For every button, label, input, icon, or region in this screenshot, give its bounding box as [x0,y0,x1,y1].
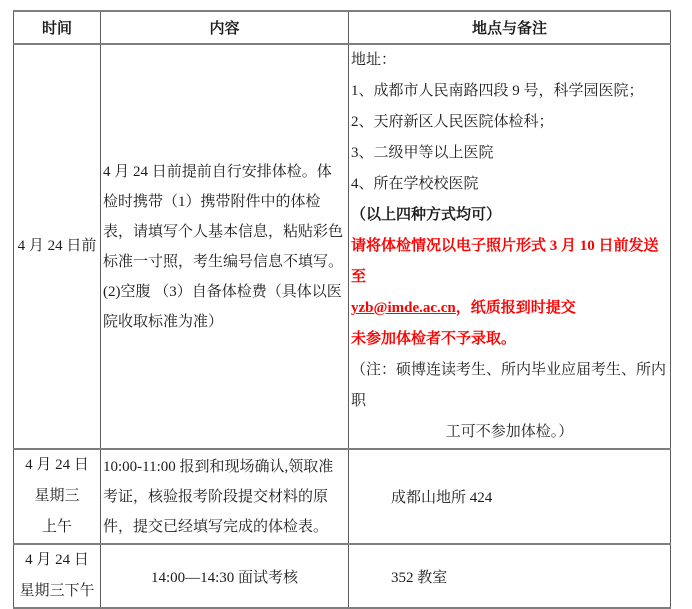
header-content: 内容 [101,11,349,44]
all-methods-ok-note: （以上四种方式均可） [351,207,502,223]
checkin-instructions: 10:00-11:00 报到和现场确认,领取准考证，核验报考阶段提交材料的原件，提交已经填写完成的体检表。 [103,458,334,535]
time-cell [14,449,101,544]
time-line-weekday: 星期三 [34,488,80,504]
time-cell [14,544,101,608]
content-cell [101,44,349,449]
time-line-weekday-period: 星期三下午 [19,583,95,599]
time-line-period: 上午 [41,519,72,535]
header-row [14,11,671,44]
time-cell: 4 月 24 日前 [14,44,101,449]
red-notice-send-photo: 请将体检情况以电子照片形式 3 月 10 日前发送至 [351,238,659,285]
after-email-text: ，纸质报到时提交 [455,300,576,316]
address-option-4: 4、所在学校校医院 [351,176,479,192]
location-cell: 352 教室 [349,544,671,608]
time-line-date: 4 月 24 日 [25,457,89,473]
schedule-table [13,10,671,609]
exemption-note-line-1: （注：硕博连读考生、所内毕业应届考生、所内职 [351,362,667,409]
table-row-april24-morning [14,449,671,544]
address-option-1: 1、成都市人民南路四段 9 号，科学园医院； [351,83,644,99]
table-row-before-april24 [14,44,671,449]
header-location: 地点与备注 [349,11,671,44]
address-option-3: 3、二级甲等以上医院 [351,145,494,161]
table-row-april24-afternoon [14,544,671,608]
location-cell [349,44,671,449]
email-link[interactable]: yzb@imde.ac.cn [351,300,456,316]
address-option-2: 2、天府新区人民医院体检科； [351,114,554,130]
time-line-date: 4 月 24 日 [25,552,89,568]
header-time: 时间 [14,11,101,44]
red-notice-no-admission: 未参加体检者不予录取。 [351,331,517,347]
content-cell: 14:00—14:30 面试考核 [101,544,349,608]
location-cell: 成都山地所 424 [349,449,671,544]
address-label: 地址： [351,52,397,68]
red-notice-email-line [351,293,668,324]
medical-checkup-instructions: 4 月 24 日前提前自行安排体检。体检时携带（1）携带附件中的体检表，请填写个人基本信息，粘贴彩色标准一寸照，考生编号信息不填写。(2)空腹 （3）自备体检费（具体以医院收取标准为准） [103,163,344,330]
exemption-note-line-2: 工可不参加体检。） [445,424,574,440]
content-cell [101,449,349,544]
